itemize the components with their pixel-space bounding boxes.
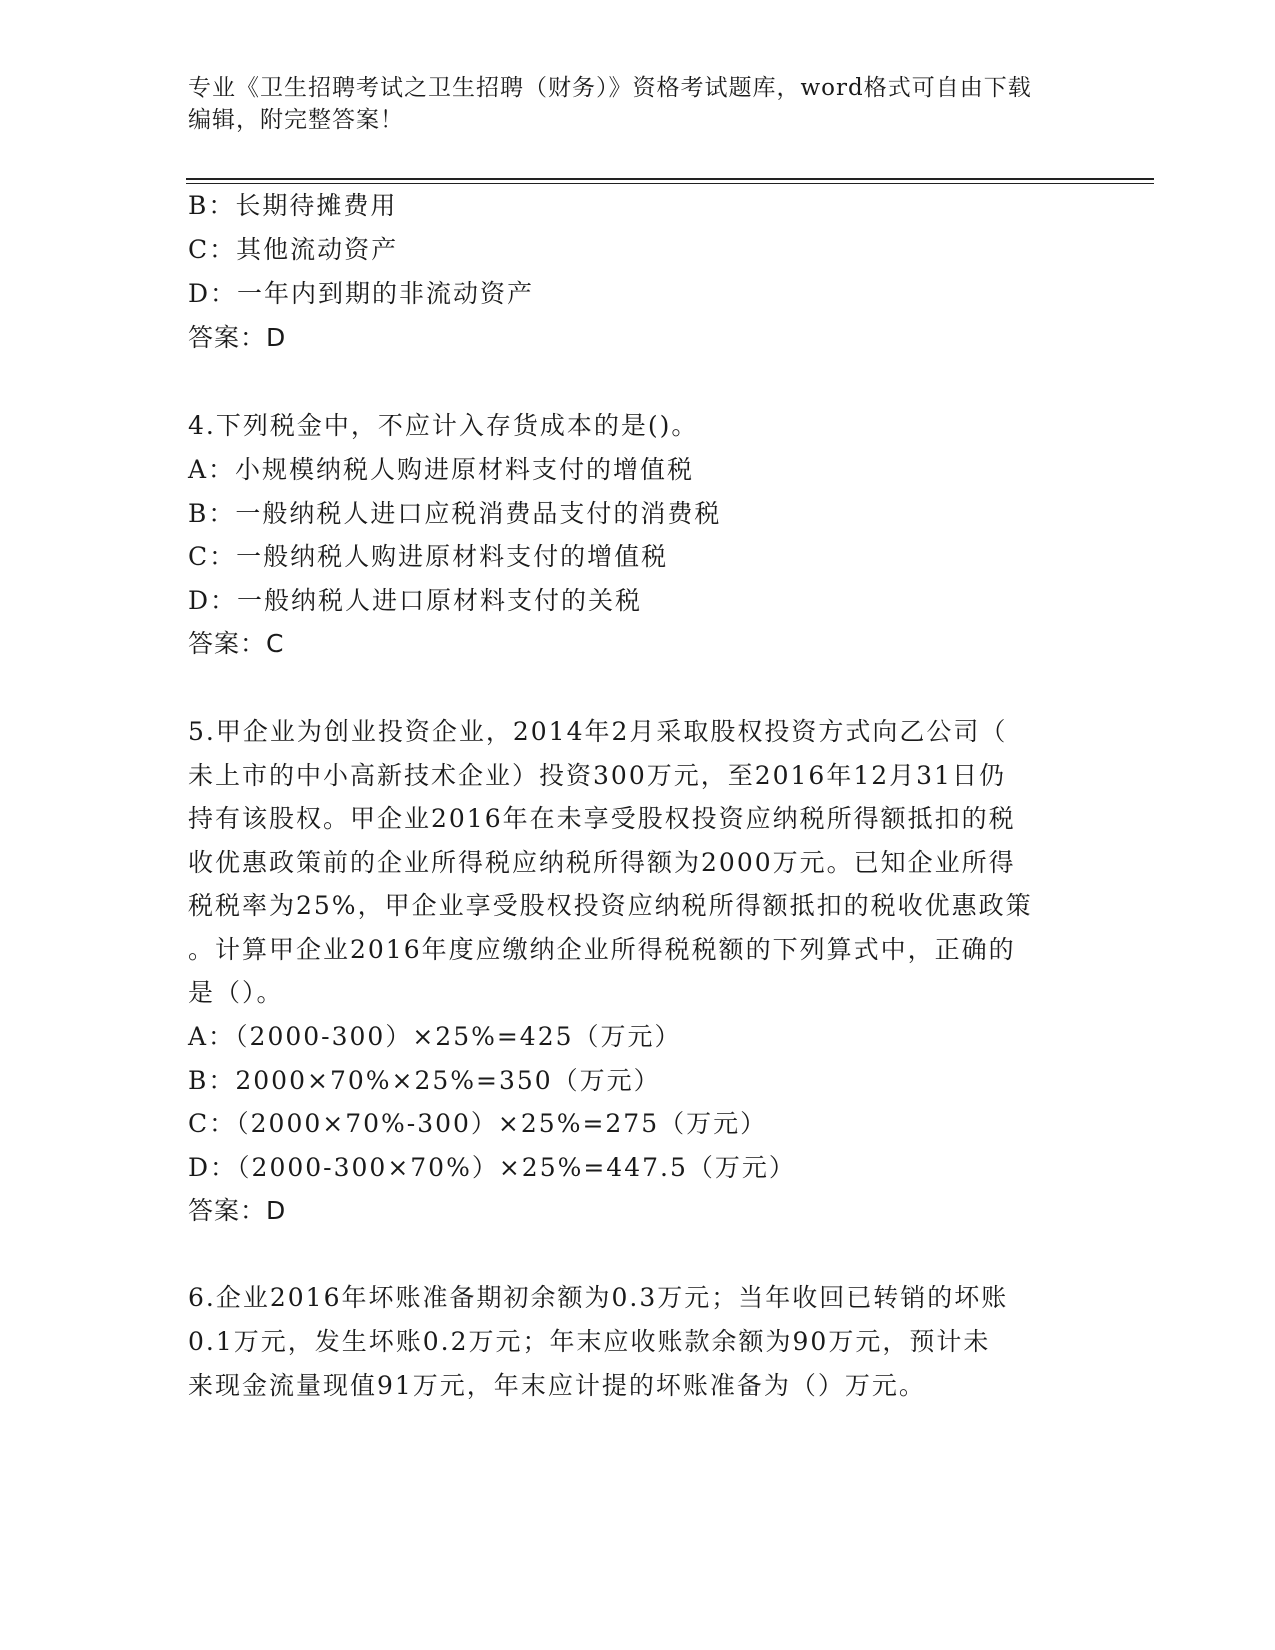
q5-question-line: 。计算甲企业2016年度应缴纳企业所得税税额的下列算式中，正确的 — [188, 935, 1016, 964]
q4-option-d: D：一般纳税人进口原材料支付的关税 — [188, 586, 643, 615]
q5-answer: 答案：D — [188, 1196, 287, 1225]
q6-question-line: 6.企业2016年坏账准备期初余额为0.3万元；当年收回已转销的坏账 — [188, 1283, 1009, 1312]
header-line-1: 专业《卫生招聘考试之卫生招聘（财务）》资格考试题库，word格式可自由下载 — [188, 75, 1032, 101]
q4-answer: 答案：C — [188, 629, 285, 658]
q4-option-a: A：小规模纳税人购进原材料支付的增值税 — [188, 455, 695, 484]
q6-question-line: 来现金流量现值91万元，年末应计提的坏账准备为（）万元。 — [188, 1371, 926, 1400]
q4-question: 4.下列税金中，不应计入存货成本的是()。 — [188, 411, 699, 440]
q3-option-c: C：其他流动资产 — [188, 235, 399, 264]
q5-question-line: 持有该股权。甲企业2016年在未享受股权投资应纳税所得额抵扣的税 — [188, 804, 1016, 833]
q5-question-line: 未上市的中小高新技术企业）投资300万元，至2016年12月31日仍 — [188, 761, 1006, 790]
q6-question-line: 0.1万元，发生坏账0.2万元；年末应收账款余额为90万元，预计未 — [188, 1327, 991, 1356]
q3-answer: 答案：D — [188, 323, 287, 352]
q5-question-line: 收优惠政策前的企业所得税应纳税所得额为2000万元。已知企业所得 — [188, 848, 1016, 877]
q5-question-line: 是（）。 — [188, 978, 284, 1007]
q5-question-line: 税税率为25%，甲企业享受股权投资应纳税所得额抵扣的税收优惠政策 — [188, 891, 1033, 920]
q5-question-line: 5.甲企业为创业投资企业，2014年2月采取股权投资方式向乙公司（ — [188, 717, 1008, 746]
q4-option-b: B：一般纳税人进口应税消费品支付的消费税 — [188, 499, 722, 528]
q4-option-c: C：一般纳税人购进原材料支付的增值税 — [188, 542, 669, 571]
header-divider — [186, 178, 1154, 184]
q5-option-a: A：（2000-300）×25%=425（万元） — [188, 1022, 682, 1051]
q5-option-d: D：（2000-300×70%）×25%=447.5（万元） — [188, 1153, 796, 1182]
q3-option-d: D：一年内到期的非流动资产 — [188, 279, 535, 308]
q5-option-b: B：2000×70%×25%=350（万元） — [188, 1066, 661, 1095]
q3-option-b: B：长期待摊费用 — [188, 191, 398, 220]
q5-option-c: C：（2000×70%-300）×25%=275（万元） — [188, 1109, 768, 1138]
header-line-2: 编辑，附完整答案！ — [188, 107, 404, 133]
document-header — [188, 72, 1088, 136]
